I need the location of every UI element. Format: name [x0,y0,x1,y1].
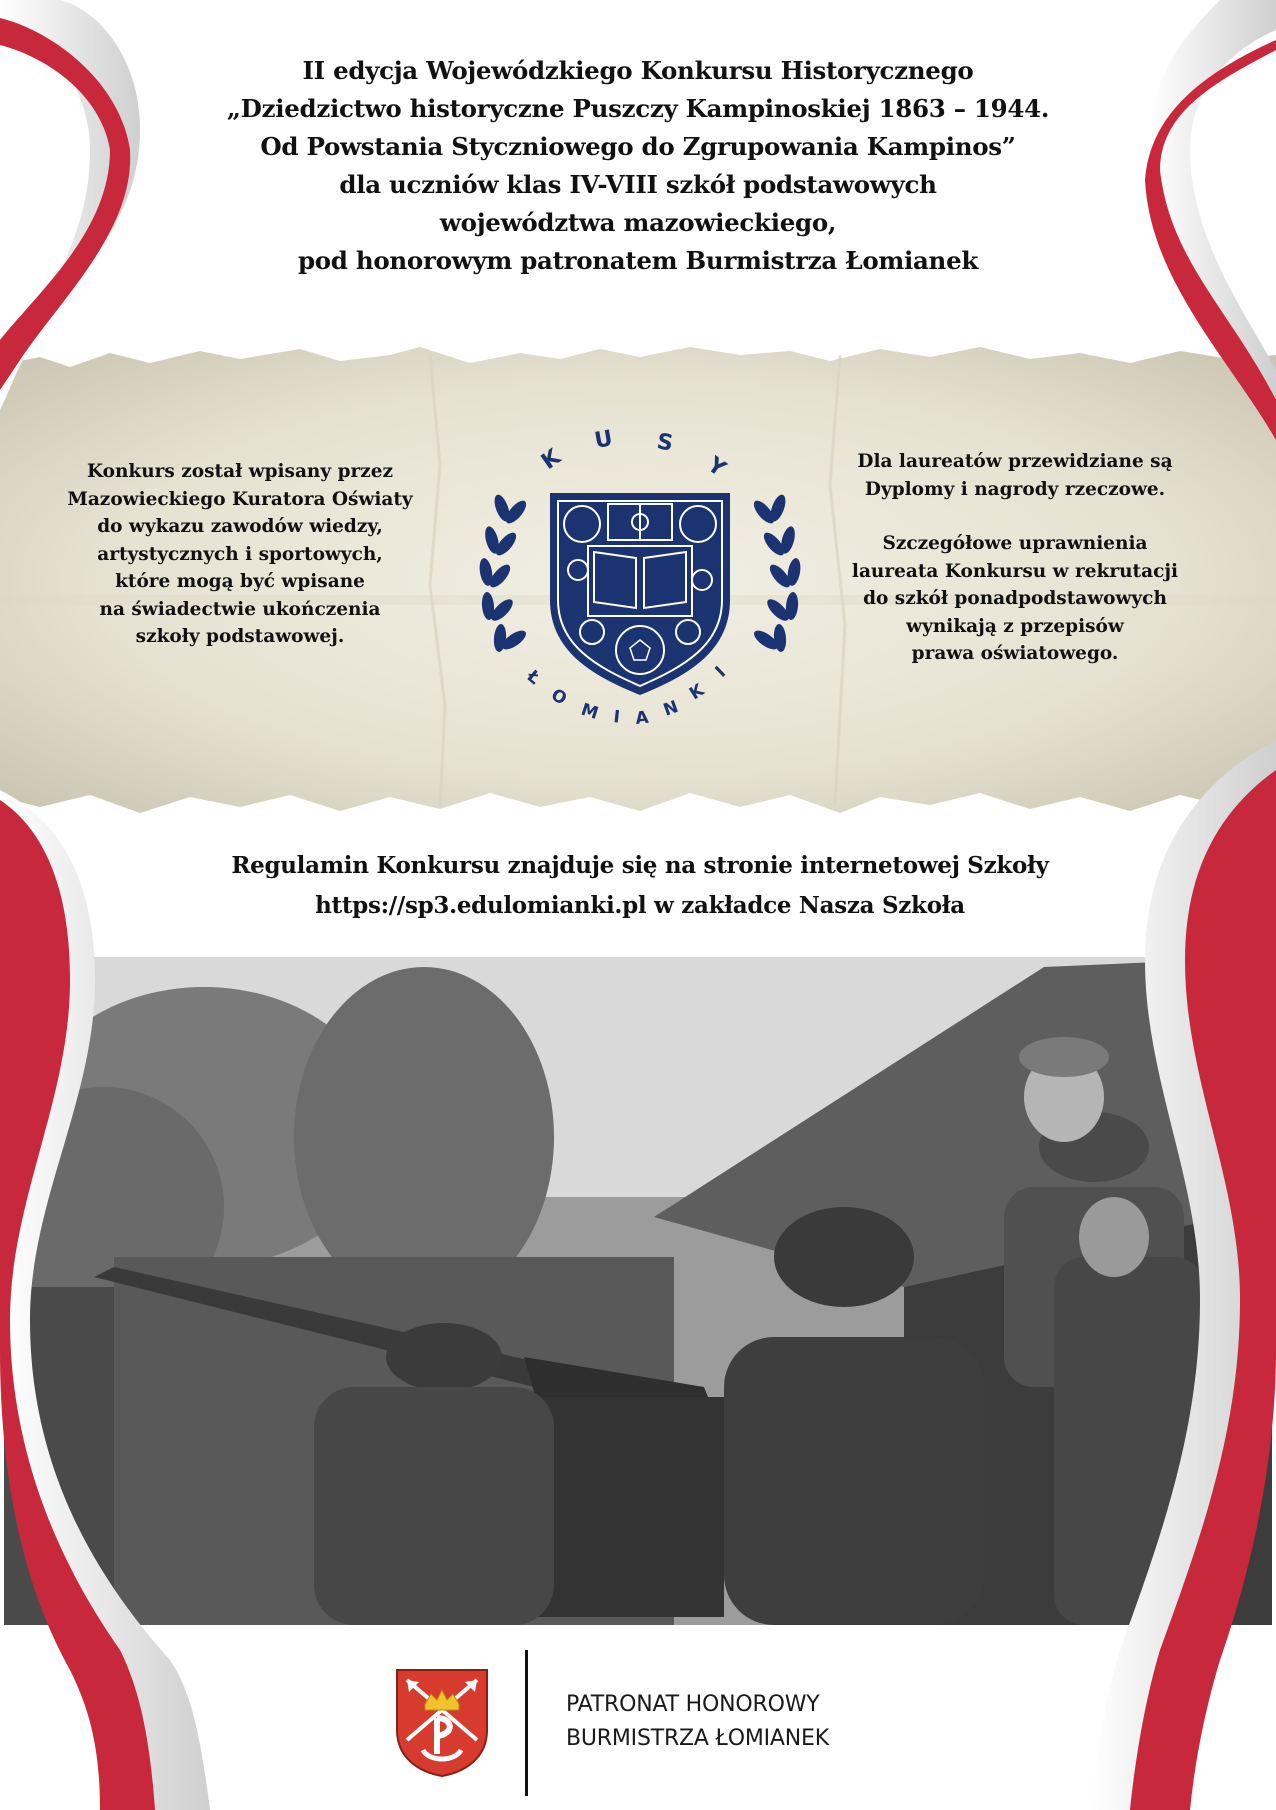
title-line: pod honorowym patronatem Burmistrza Łomianek [297,246,979,275]
svg-text:N: N [660,697,682,721]
curator-info-line: do wykazu zawodów wiedzy, [97,516,383,537]
rights-line: Szczegółowe uprawnienia [882,533,1148,554]
rules-url-line[interactable]: https://sp3.edulomianki.pl w zakładce Nasza Szkoła [315,892,965,919]
title-line: Od Powstania Styczniowego do Zgrupowania Kampinos” [260,132,1016,161]
lomianki-coat-of-arms [395,1668,489,1778]
divider [525,1650,528,1796]
page-title [160,52,1116,280]
awards-line: Dla laureatów przewidziane są [857,451,1173,472]
svg-text:I: I [711,662,731,682]
svg-text:Ł: Ł [522,666,545,689]
crest-letter: S [654,429,675,457]
curator-info-line: Konkurs został wpisany przez [86,461,394,482]
title-line: województwa mazowieckiego, [439,208,837,237]
awards-info [800,448,1230,668]
svg-text:I: I [612,707,621,728]
kusy-lomianki-crest [470,400,810,740]
patronage-line: BURMISTRZA ŁOMIANEK [566,1726,829,1751]
coat-of-arms-icon [395,1668,489,1778]
svg-text:O: O [547,685,571,710]
rights-line: wynikają z przepisów [906,615,1124,637]
patronage-footer [370,1630,890,1810]
curator-info-line: które mogą być wpisane [115,571,365,592]
curator-info-line: Mazowieckiego Kuratora Oświaty [67,488,413,510]
svg-text:K: K [686,680,708,705]
school-sports-shield-icon [470,400,810,740]
crest-letter: Y [702,452,730,483]
title-line: dla uczniów klas IV-VIII szkół podstawowych [339,170,937,199]
historical-photo [4,957,1272,1625]
rights-line: prawa oświatowego. [911,643,1119,664]
patronage-line: PATRONAT HONOROWY [566,1692,820,1717]
awards-line: Dyplomy i nagrody rzeczowe. [864,478,1166,500]
crest-letter: U [592,426,615,454]
rights-line: laureata Konkursu w rekrutacji [851,560,1179,582]
title-line: II edycja Wojewódzkiego Konkursu Historycznego [302,56,974,85]
title-line: „Dziedzictwo historyczne Puszczy Kampinoskiej 1863 – 1944. [226,94,1050,123]
rights-line: do szkół ponadpodstawowych [863,588,1167,609]
curator-info [20,458,460,651]
spacer [800,503,1230,530]
curator-info-line: artystycznych i sportowych, [97,543,383,565]
crest-letter: K [537,444,566,475]
curator-info-line: na świadectwie ukończenia [99,598,381,620]
svg-text:M: M [578,699,601,724]
rules-note-line: Regulamin Konkursu znajduje się na stronie internetowej Szkoły [231,852,1049,879]
patronage-label [566,1688,829,1756]
svg-text:A: A [634,707,650,729]
soldiers-with-gun-photo-icon [4,957,1272,1625]
curator-info-line: szkoły podstawowej. [135,626,345,647]
rules-note [120,846,1160,926]
